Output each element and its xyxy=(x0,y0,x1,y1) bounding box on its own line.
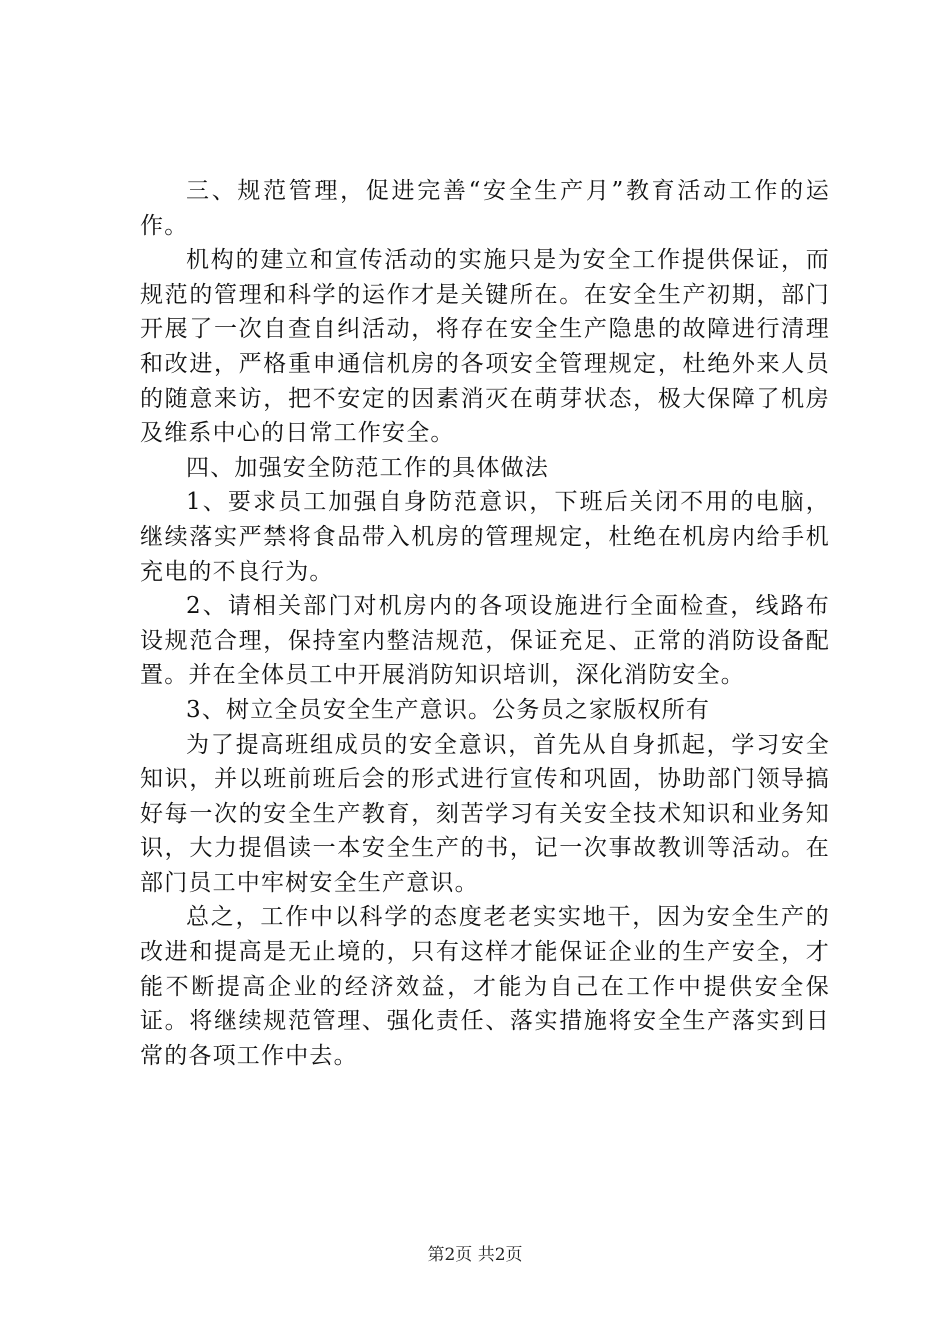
list-item: 2、请相关部门对机房内的各项设施进行全面检查，线路布设规范合理，保持室内整洁规范，保证充足、正常的消防设备配置。并在全体员工中开展消防知识培训，深化消防安全。 xyxy=(140,593,830,689)
section-heading-4: 四、加强安全防范工作的具体做法 xyxy=(186,454,549,481)
paragraph: 机构的建立和宣传活动的实施只是为安全工作提供保证，而规范的管理和科学的运作才是关键所在。在安全生产初期，部门开展了一次自查自纠活动，将存在安全生产隐患的故障进行清理和改进，严格重申通信机房的各项安全管理规定，杜绝外来人员的随意来访，把不安定的因素消灭在萌芽状态，极大保障了机房及维系中心的日常工作安全。 xyxy=(140,247,830,447)
list-item: 1、要求员工加强自身防范意识，下班后关闭不用的电脑，继续落实严禁将食品带入机房的管理规定，杜绝在机房内给手机充电的不良行为。 xyxy=(140,489,830,585)
document-body xyxy=(140,174,830,1073)
paragraph: 为了提高班组成员的安全意识，首先从自身抓起，学习安全知识，并以班前班后会的形式进行宣传和巩固，协助部门领导搞好每一次的安全生产教育，刻苦学习有关安全技术知识和业务知识，大力提倡读一本安全生产的书，记一次事故教训等活动。在部门员工中牢树安全生产意识。 xyxy=(140,731,830,896)
conclusion-paragraph: 总之，工作中以科学的态度老老实实地干，因为安全生产的改进和提高是无止境的，只有这样才能保证企业的生产安全，才能不断提高企业的经济效益，才能为自己在工作中提供安全保证。将继续规范管理、强化责任、落实措施将安全生产落实到日常的各项工作中去。 xyxy=(140,904,830,1069)
page-footer: 第2页 共2页 xyxy=(427,1245,523,1265)
list-item: 3、树立全员安全生产意识。公务员之家版权所有 xyxy=(186,696,711,723)
section-heading-3: 三、规范管理，促进完善“安全生产月”教育活动工作的运作。 xyxy=(140,178,830,239)
